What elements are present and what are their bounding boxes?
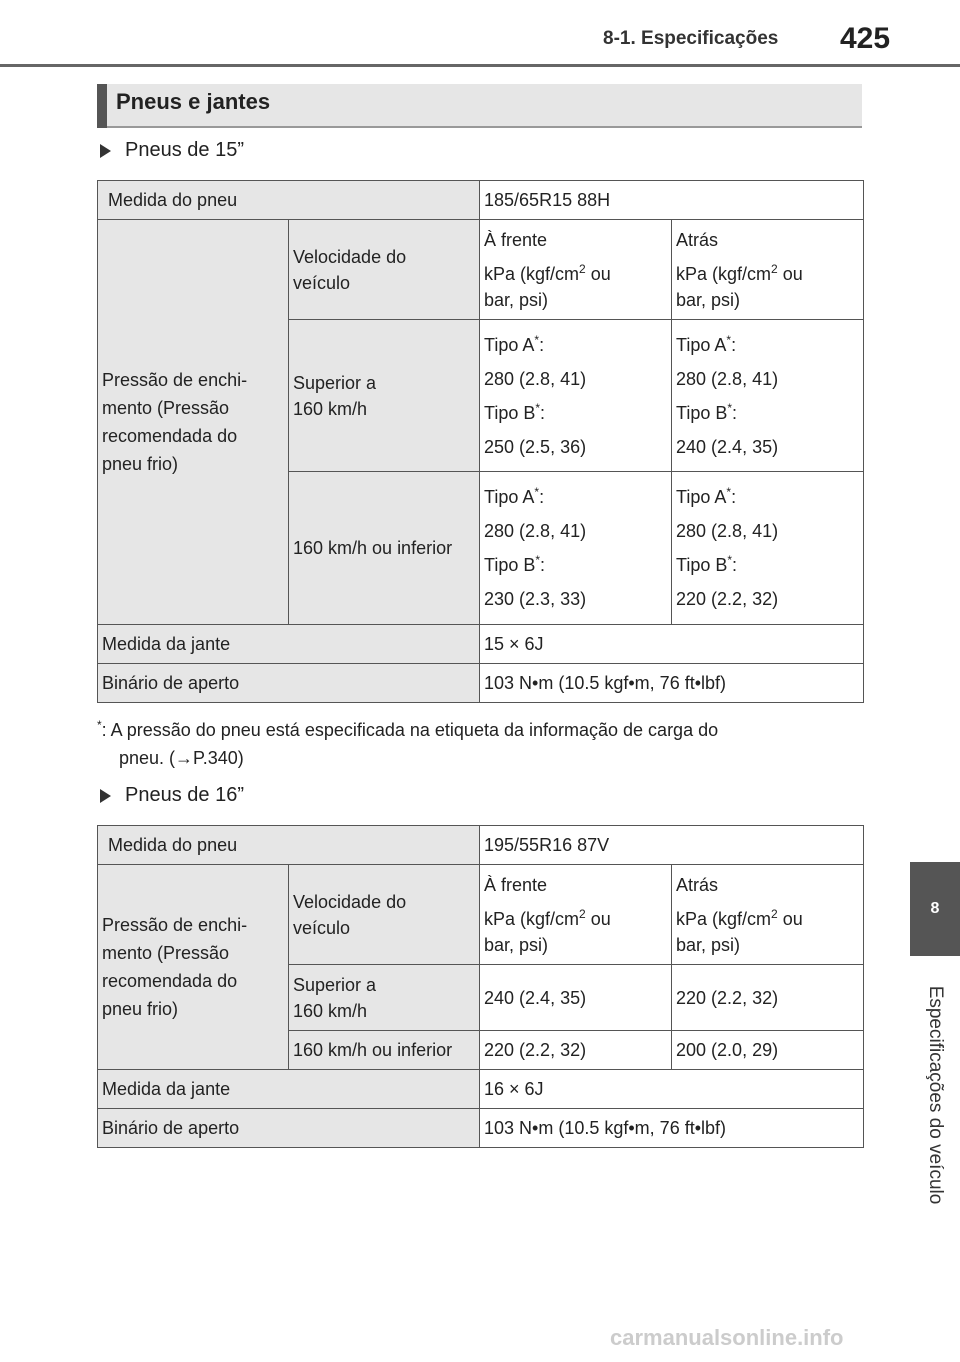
chapter-number: 8 (930, 900, 940, 917)
unit-text: ou (585, 263, 611, 284)
rear-header (672, 865, 864, 965)
unit-text: ou (777, 263, 803, 284)
table-row (98, 220, 864, 320)
rear-header-unit (676, 261, 859, 287)
front-header-title: À frente (484, 229, 548, 250)
pressure-value: 280 (2.8, 41) (484, 521, 587, 541)
speed-header (289, 220, 480, 320)
footnote (97, 716, 857, 772)
front-header-unit (484, 261, 667, 287)
type-label: Tipo B (676, 402, 728, 423)
section-title: Pneus e jantes (116, 89, 271, 114)
speed-header-text: Velocidade do veículo (293, 246, 407, 293)
table-row (98, 1070, 864, 1109)
rim-size-label: Medida da jante (98, 625, 480, 664)
unit-superscript: 2 (771, 261, 778, 276)
rear-header-title: Atrás (676, 874, 719, 895)
front-low: Tipo A*: 280 (2.8, 41) Tipo B*: 230 (2.3, 33) (480, 472, 672, 625)
front-header-unit (484, 906, 667, 932)
table-row (98, 625, 864, 664)
pressure-label-text: Pressão de enchi- mento (Pressão recomendada do pneu frio) (102, 915, 248, 1019)
rear-header-unit (676, 906, 859, 932)
front-header-title: À frente (484, 874, 548, 895)
rear-high: 220 (2.2, 32) (672, 965, 864, 1031)
type-label: Tipo A (676, 334, 727, 355)
front-header-unit-2: bar, psi) (484, 934, 549, 955)
tire15-table (97, 180, 864, 703)
rear-high: Tipo A*: 280 (2.8, 41) Tipo B*: 240 (2.4, 35) (672, 320, 864, 472)
triangle-bullet-icon (100, 789, 111, 803)
asterisk: * (535, 400, 541, 415)
speed-high-text: Superior a 160 km/h (293, 372, 377, 419)
tire15-heading-text: Pneus de 15” (125, 139, 244, 161)
torque-value: 103 N•m (10.5 kgf•m, 76 ft•lbf) (480, 1109, 864, 1148)
section-header: 8-1. Especificações (603, 28, 779, 49)
front-high: 240 (2.4, 35) (480, 965, 672, 1031)
table-row (98, 826, 864, 865)
front-header-unit-2: bar, psi) (484, 289, 549, 310)
pressure-value: 220 (2.2, 32) (676, 589, 779, 609)
asterisk: * (727, 400, 733, 415)
pressure-label (98, 220, 289, 625)
front-header (480, 220, 672, 320)
speed-header-text: Velocidade do veículo (293, 891, 407, 938)
speed-high (289, 965, 480, 1031)
type-label: Tipo A (484, 487, 535, 507)
tire-size-value: 195/55R16 87V (480, 826, 864, 865)
speed-header (289, 865, 480, 965)
rim-size-value: 16 × 6J (480, 1070, 864, 1109)
front-header (480, 865, 672, 965)
pressure-value: 250 (2.5, 36) (484, 436, 587, 457)
asterisk: * (534, 485, 540, 499)
torque-label: Binário de aperto (98, 1109, 480, 1148)
unit-text: kPa (kgf/cm (676, 263, 772, 284)
unit-text: ou (585, 908, 611, 929)
unit-superscript: 2 (579, 906, 586, 921)
unit-text: kPa (kgf/cm (484, 908, 580, 929)
pressure-value: 280 (2.8, 41) (676, 368, 779, 389)
pressure-value: 280 (2.8, 41) (676, 521, 779, 541)
type-label: Tipo B (484, 402, 536, 423)
tire16-heading (100, 784, 244, 807)
watermark: carmanualsonline.info (610, 1325, 844, 1350)
rear-low: Tipo A*: 280 (2.8, 41) Tipo B*: 220 (2.2, 32) (672, 472, 864, 625)
rear-header-unit-2: bar, psi) (676, 289, 741, 310)
page-number: 425 (840, 22, 891, 55)
asterisk: * (727, 553, 733, 567)
footnote-mark: * (97, 718, 102, 732)
triangle-bullet-icon (100, 144, 111, 158)
rear-header-unit-2: bar, psi) (676, 934, 741, 955)
speed-low: 160 km/h ou inferior (289, 1031, 480, 1070)
type-label: Tipo B (484, 555, 536, 575)
table-row (98, 181, 864, 220)
pressure-label (98, 865, 289, 1070)
tire-size-value: 185/65R15 88H (480, 181, 864, 220)
pressure-value: 280 (2.8, 41) (484, 368, 587, 389)
front-high: Tipo A*: 280 (2.8, 41) Tipo B*: 250 (2.5, 36) (480, 320, 672, 472)
type-label: Tipo A (484, 334, 535, 355)
unit-superscript: 2 (771, 906, 778, 921)
rear-low: 200 (2.0, 29) (672, 1031, 864, 1070)
speed-high (289, 320, 480, 472)
rear-header (672, 220, 864, 320)
tire-size-label: Medida do pneu (98, 181, 480, 220)
table-row (98, 1109, 864, 1148)
chapter-tab (910, 862, 960, 956)
tire16-table (97, 825, 864, 1148)
rear-header-title: Atrás (676, 229, 719, 250)
chapter-label (910, 965, 960, 1225)
speed-high-text: Superior a 160 km/h (293, 974, 377, 1021)
rim-size-value: 15 × 6J (480, 625, 864, 664)
type-label: Tipo A (676, 487, 727, 507)
footnote-line-2: pneu. (→P.340) (119, 748, 244, 768)
rim-size-label: Medida da jante (98, 1070, 480, 1109)
torque-value: 103 N•m (10.5 kgf•m, 76 ft•lbf) (480, 664, 864, 703)
asterisk: * (726, 332, 732, 347)
asterisk: * (535, 553, 541, 567)
tire-size-label: Medida do pneu (98, 826, 480, 865)
type-label: Tipo B (676, 555, 728, 575)
section-title-bar (97, 84, 107, 128)
front-low: 220 (2.2, 32) (480, 1031, 672, 1070)
asterisk: * (534, 332, 540, 347)
pressure-value: 240 (2.4, 35) (676, 436, 779, 457)
speed-low: 160 km/h ou inferior (289, 472, 480, 625)
pressure-value: 230 (2.3, 33) (484, 589, 587, 609)
chapter-label-text: Especificações do veículo (925, 985, 946, 1205)
tire15-heading (100, 139, 244, 162)
unit-superscript: 2 (579, 261, 586, 276)
table-row (98, 664, 864, 703)
unit-text: ou (777, 908, 803, 929)
footnote-line-1: : A pressão do pneu está especificada na etiqueta da informação de carga do (101, 720, 719, 740)
table-row (98, 865, 864, 965)
unit-text: kPa (kgf/cm (676, 908, 772, 929)
torque-label: Binário de aperto (98, 664, 480, 703)
tire16-heading-text: Pneus de 16” (125, 784, 244, 806)
header-rule (0, 64, 960, 67)
unit-text: kPa (kgf/cm (484, 263, 580, 284)
pressure-label-text: Pressão de enchi- mento (Pressão recomendada do pneu frio) (102, 370, 248, 474)
asterisk: * (726, 485, 732, 499)
